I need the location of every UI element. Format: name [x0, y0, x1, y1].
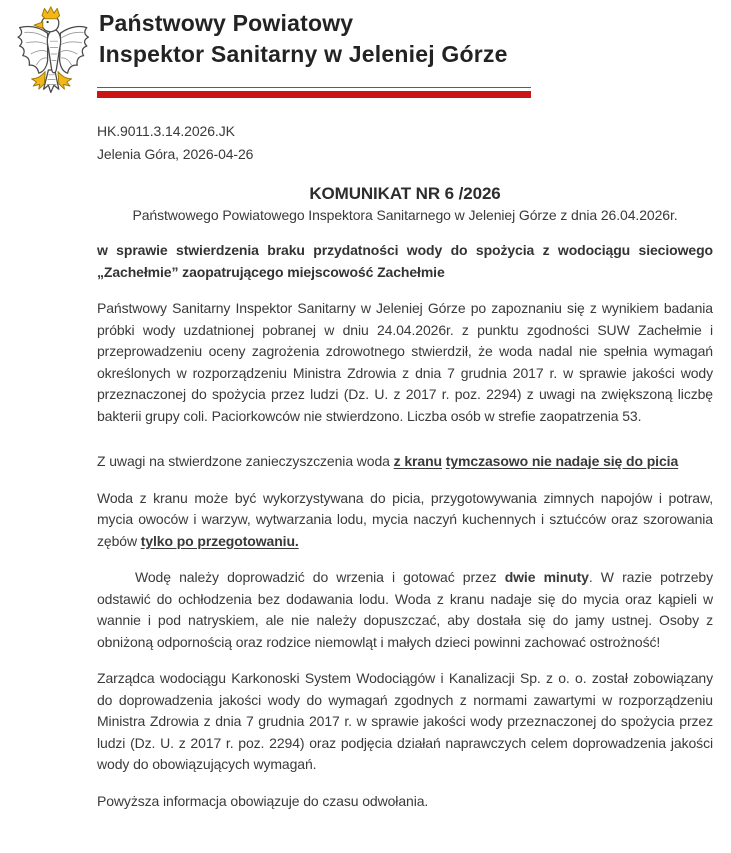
place-and-date: Jelenia Góra, 2026-04-26 [97, 146, 254, 162]
boiling-post: . W razie potrzeby odstawić do ochłodzenia bez dodawania lodu. Woda z kranu nadaje się do mycia oraz kąpieli w wannie i pod natryskiem, ale nie należy dopuszczać, aby dostała się do jamy ustnej. Osoby z obniżoną odpornością oraz rodzice niemowląt i małych dzieci powinni zachować ostrożność! [97, 569, 713, 650]
org-name-line1: Państwowy Powiatowy [99, 10, 354, 36]
boiling-pre: Wodę należy doprowadzić do wrzenia i gotować przez [135, 569, 505, 585]
permitted-uses-text: Woda z kranu może być wykorzystywana do picia, przygotowywania zimnych napojów i potraw, mycia owoców i warzyw, wytwarzania lodu, mycia naczyń kuchennych i sztućców oraz szorowania zębów [97, 489, 713, 549]
reference-number: HK.9011.3.14.2026.JK [97, 123, 235, 139]
warning-underlined-2: tymczasowo nie nadaje się do picia [445, 453, 679, 469]
permitted-uses-emphasis: tylko po przegotowaniu. [140, 532, 299, 549]
paragraph-boiling-instructions [97, 567, 713, 653]
subject-paragraph: w sprawie stwierdzenia braku przydatności wody do spożycia z wodociągu sieciowego „Zachełmie” zaopatrującego miejscowość Zachełmie [97, 242, 713, 280]
paragraph-operator-obligations: Zarządca wodociągu Karkonoski System Wodociągów i Kanalizacji Sp. z o. o. został zobowiązany do doprowadzenia jakości wody do wymagań zgodnych z normami zawartymi w rozporządzeniu Ministra Zdrowia z dnia 7 grudnia 2017 r. w sprawie jakości wody przeznaczonej do spożycia przez ludzi (Dz. U. z 2017 r. poz. 2294) oraz podjęcia działań naprawczych celem doprowadzenia jakości wody do obowiązujących wymagań. [97, 670, 713, 772]
reference-block [97, 120, 713, 166]
paragraph-water-assessment: Państwowy Sanitarny Inspektor Sanitarny w Jeleniej Górze po zapoznaniu się z wynikiem badania próbki wody uzdatnionej pobranej w dniu 24.04.2026r. z punktu zgodności SUW Zachełmie i przeprowadzeniu oceny zagrożenia zdrowotnego stwierdził, że woda nadal nie spełnia wymagań określonych w rozporządzeniu Ministra Zdrowia z dnia 7 grudnia 2017 r. w sprawie jakości wody przeznaczonej do spożycia przez ludzi (Dz. U. z 2017 r. poz. 2294) z uwagi na zwiększoną liczbę bakterii grupy coli. Paciorkowców nie stwierdzono. Liczba osób w strefie zaopatrzenia 53. [97, 300, 713, 424]
warning-underlined-1: z kranu [393, 453, 442, 469]
letterhead [0, 0, 731, 112]
boiling-bold: dwie minuty [504, 569, 589, 585]
organization-name [99, 8, 508, 70]
warning-line [97, 451, 713, 473]
header-divider-thin [97, 87, 531, 88]
document-content [97, 120, 713, 812]
header-divider-red [97, 91, 531, 98]
announcement-title: KOMUNIKAT NR 6 /2026 [309, 184, 501, 203]
warning-prefix: Z uwagi na stwierdzone zanieczyszczenia woda [97, 453, 394, 469]
closing-note: Powyższa informacja obowiązuje do czasu odwołania. [97, 792, 429, 809]
org-name-line2: Inspektor Sanitarny w Jeleniej Górze [99, 41, 508, 67]
polish-eagle-emblem [10, 5, 90, 103]
announcement-subtitle: Państwowego Powiatowego Inspektora Sanitarnego w Jeleniej Górze z dnia 26.04.2026r. [132, 207, 678, 223]
announcement-heading [97, 183, 713, 226]
paragraph-permitted-uses [97, 488, 713, 553]
